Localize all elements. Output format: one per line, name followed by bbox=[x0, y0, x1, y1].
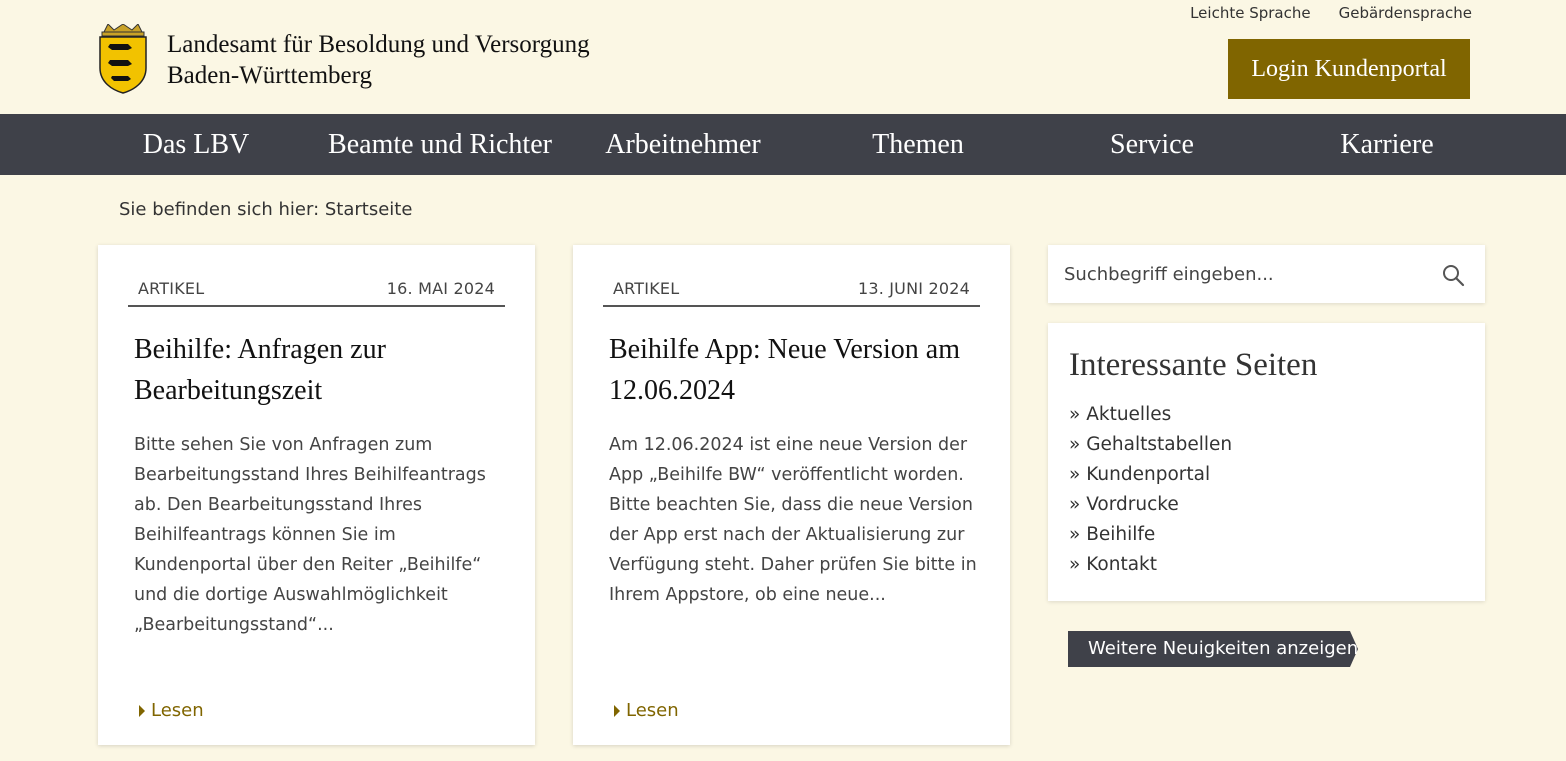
login-kundenportal-button[interactable]: Login Kundenportal bbox=[1228, 39, 1470, 99]
article-date: 13. JUNI 2024 bbox=[857, 279, 970, 298]
organization-name[interactable] bbox=[167, 29, 590, 91]
article-card[interactable] bbox=[573, 245, 1010, 745]
sidebar-link-gehaltstabellen[interactable]: » Gehaltstabellen bbox=[1069, 434, 1233, 455]
nav-item-arbeitnehmer[interactable]: Arbeitnehmer bbox=[605, 128, 761, 160]
article-type: ARTIKEL bbox=[138, 279, 205, 298]
article-teaser: Am 12.06.2024 ist eine neue Version der App „Beihilfe BW“ veröffentlicht worden. Bitte beachten Sie, dass die neue Version der App erst nach der Aktualisierung zur Verfügung steht. Daher prüfen Sie bitte in Ihrem Appstore, ob eine neue... bbox=[609, 435, 977, 605]
link-leichte-sprache[interactable]: Leichte Sprache bbox=[1190, 4, 1311, 22]
sidebar-title: Interessante Seiten bbox=[1069, 347, 1318, 383]
nav-item-das-lbv[interactable]: Das LBV bbox=[142, 128, 250, 160]
coat-of-arms-logo[interactable] bbox=[96, 24, 150, 94]
breadcrumb: Sie befinden sich hier: Startseite bbox=[119, 199, 413, 220]
more-news-label: Weitere Neuigkeiten anzeigen bbox=[1088, 638, 1359, 659]
article-date: 16. MAI 2024 bbox=[386, 279, 495, 298]
nav-item-karriere[interactable]: Karriere bbox=[1340, 128, 1434, 160]
nav-item-service[interactable]: Service bbox=[1110, 128, 1194, 160]
article-card[interactable] bbox=[98, 245, 535, 745]
search-box bbox=[1048, 245, 1485, 303]
link-gebaerdensprache[interactable]: Gebärdensprache bbox=[1338, 4, 1472, 22]
org-name-line1: Landesamt für Besoldung und Versorgung bbox=[167, 31, 590, 58]
search-icon[interactable] bbox=[1441, 263, 1465, 287]
read-more-link[interactable] bbox=[614, 700, 679, 721]
article-teaser: Bitte sehen Sie von Anfragen zum Bearbeitungsstand Ihres Beihilfeantrags ab. Den Bearbeitungsstand Ihres Beihilfeantrags können Sie im Kundenportal über den Reiter „Beihilfe“ und die dortige Auswahlmöglichkeit „Bearbeitungsstand“... bbox=[134, 435, 486, 635]
sidebar-links bbox=[1069, 400, 1232, 580]
caret-right-icon bbox=[614, 705, 620, 717]
main-navigation bbox=[0, 114, 1566, 175]
sidebar-link-kundenportal[interactable]: » Kundenportal bbox=[1069, 464, 1211, 485]
org-name-line2: Baden-Württemberg bbox=[167, 62, 373, 89]
caret-right-icon bbox=[139, 705, 145, 717]
read-more-label: Lesen bbox=[626, 700, 679, 721]
sidebar-link-vordrucke[interactable]: » Vordrucke bbox=[1069, 494, 1179, 515]
article-meta bbox=[128, 279, 505, 307]
article-title[interactable]: Beihilfe: Anfragen zur Bearbeitungszeit bbox=[134, 334, 386, 406]
read-more-label: Lesen bbox=[151, 700, 204, 721]
interesting-pages-box bbox=[1048, 323, 1485, 601]
article-title[interactable]: Beihilfe App: Neue Version am 12.06.2024 bbox=[609, 334, 960, 406]
sidebar-link-aktuelles[interactable]: » Aktuelles bbox=[1069, 404, 1172, 425]
more-news-button[interactable] bbox=[1068, 631, 1358, 667]
nav-item-beamte-und-richter[interactable]: Beamte und Richter bbox=[328, 128, 552, 160]
site-header bbox=[0, 0, 1566, 114]
top-links bbox=[1190, 4, 1472, 22]
search-input[interactable] bbox=[1064, 245, 1424, 303]
read-more-link[interactable] bbox=[139, 700, 204, 721]
article-meta bbox=[603, 279, 980, 307]
article-type: ARTIKEL bbox=[613, 279, 680, 298]
nav-item-themen[interactable]: Themen bbox=[872, 128, 964, 160]
sidebar-link-kontakt[interactable]: » Kontakt bbox=[1069, 554, 1158, 575]
sidebar-link-beihilfe[interactable]: » Beihilfe bbox=[1069, 524, 1156, 545]
